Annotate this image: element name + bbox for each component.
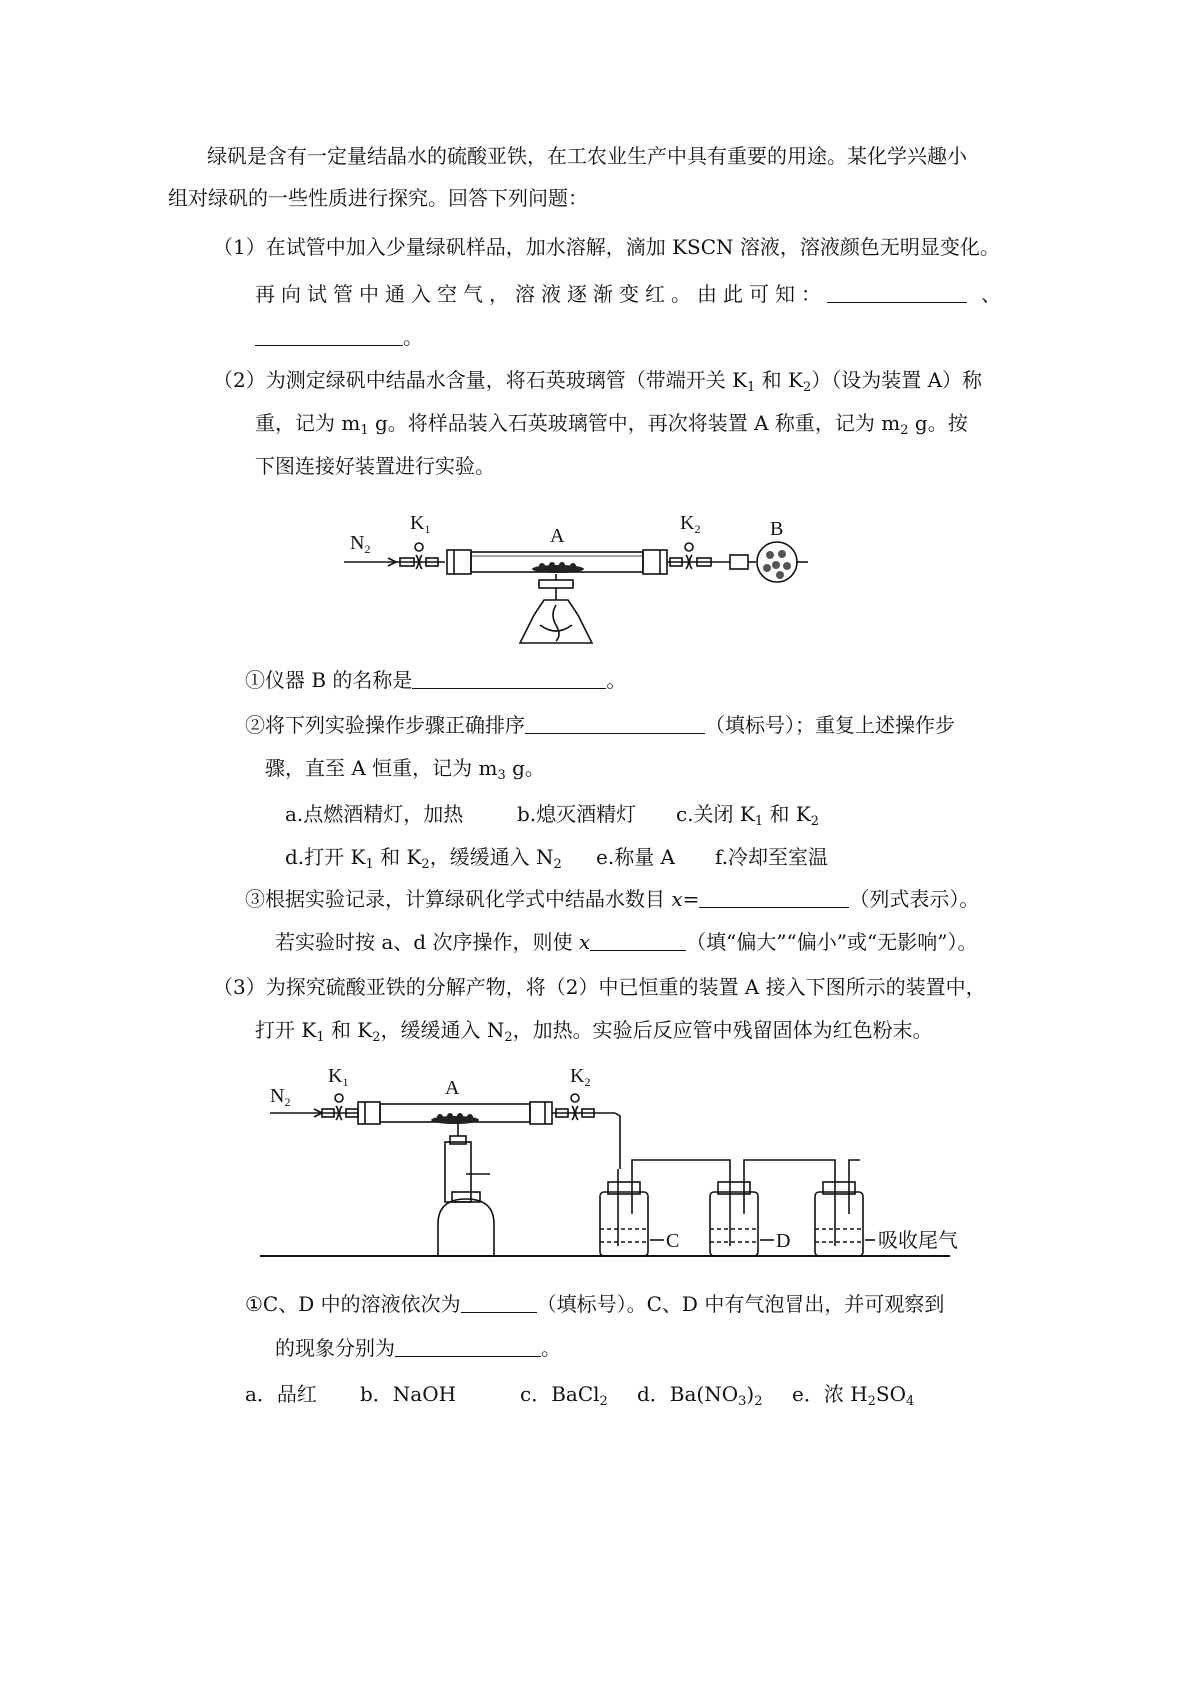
x-variable: x xyxy=(578,930,591,954)
option-d-c: ，缓缓通入 N xyxy=(429,845,554,869)
q3-line-1: （3）为探究硫酸亚铁的分解产物，将（2）中已恒重的装置 A 接入下图所示的装置中， xyxy=(213,975,986,999)
intro-line-1: 绿矾是含有一定量结晶水的硫酸亚铁，在工农业生产中具有重要的用途。某化学兴趣小 xyxy=(207,144,967,168)
q2-sub3-text-c: 若实验时按 a、d 次序操作，则使 xyxy=(275,930,579,954)
intro-line-2: 组对绿矾的一些性质进行探究。回答下列问题： xyxy=(168,186,588,210)
fig1-k1-label: $K_1$ xyxy=(410,512,431,536)
q3-sub1-text: ①C、D 中的溶液依次为 xyxy=(245,1292,461,1316)
q2-text-e: g。将样品装入石英玻璃管中，再次将装置 A 称重，记为 m xyxy=(368,411,901,435)
sub: 1 xyxy=(316,1030,325,1045)
option-c-a: c.关闭 K xyxy=(676,802,755,826)
q3-line-2 xyxy=(255,1016,933,1044)
q3-text-c: ，缓缓通入 N xyxy=(380,1018,505,1042)
q2-text-a: （2）为测定绿矾中结晶水含量，将石英玻璃管（带端开关 K xyxy=(213,368,748,392)
q2-option-b: b.熄灭酒精灯 xyxy=(517,802,637,826)
q1-text: 再向试管中通入空气，溶液逐渐变红。由此可知： xyxy=(255,282,827,306)
q1-end: 。 xyxy=(403,325,423,349)
q2-sub1-blank[interactable] xyxy=(412,668,606,689)
sub: 2 xyxy=(504,1030,513,1045)
q1-answer-blank-2[interactable] xyxy=(255,325,403,346)
sub: 2 xyxy=(900,423,909,438)
q2-sub3 xyxy=(245,885,979,913)
sub: 2 xyxy=(599,1394,608,1409)
q2-options-row-1 xyxy=(285,800,463,828)
fig2-k2-label: $K_2$ xyxy=(570,1065,591,1089)
q2-sub2-blank[interactable] xyxy=(525,713,705,734)
q3-option-c xyxy=(520,1380,608,1408)
sub: 1 xyxy=(365,857,374,872)
q2-text-c: ）（设为装置 A）称 xyxy=(811,368,983,392)
equals: = xyxy=(682,887,700,911)
q2-sub2-text-d: g。 xyxy=(505,756,545,780)
sub: 2 xyxy=(754,1394,763,1409)
q3-text-b: 和 K xyxy=(324,1018,373,1042)
apparatus-figure-1 xyxy=(330,505,830,655)
q2-line-3: 下图连接好装置进行实验。 xyxy=(255,454,495,478)
fig2-k1-label: $K_1$ xyxy=(328,1065,349,1089)
q2-sub1-end: 。 xyxy=(606,668,627,692)
q3-sub1-blank-1[interactable] xyxy=(461,1292,537,1313)
q2-sub3-text: ③根据实验记录，计算绿矾化学式中结晶水数目 xyxy=(245,887,672,911)
q2-sub2-line2 xyxy=(265,754,545,782)
option-e-text-b: SO xyxy=(875,1382,907,1406)
fig2-tail-label: 吸收尾气 xyxy=(878,1230,958,1252)
fig1-n2-label: $N_2$ xyxy=(350,532,371,556)
q2-sub1 xyxy=(245,666,626,694)
fig1-a-label: A xyxy=(550,525,565,547)
option-c-b: 和 K xyxy=(763,802,811,826)
q3-sub1 xyxy=(245,1290,944,1318)
q2-text-d: 重，记为 m xyxy=(255,411,361,435)
sub: 2 xyxy=(421,857,430,872)
sub: 3 xyxy=(497,768,506,783)
q2-text-f: g。按 xyxy=(908,411,968,435)
q3-option-d xyxy=(637,1380,763,1408)
q2-sub2-text-b: （填标号）；重复上述操作步 xyxy=(705,713,955,737)
q2-sub2-text-c: 骤，直至 A 恒重，记为 m xyxy=(265,756,498,780)
fig2-d-label: D xyxy=(776,1230,791,1252)
q2-sub2-text: ②将下列实验操作步骤正确排序 xyxy=(245,713,525,737)
sub: 1 xyxy=(754,814,764,829)
option-e-text: e．浓 H xyxy=(792,1382,868,1406)
sub: 2 xyxy=(372,1030,381,1045)
q2-line-1 xyxy=(213,366,982,394)
fig1-b-label: B xyxy=(770,518,784,540)
q2-sub2 xyxy=(245,711,955,739)
sub: 1 xyxy=(747,380,756,395)
q3-option-b: b．NaOH xyxy=(360,1382,457,1406)
q2-sub3-line2 xyxy=(275,928,977,956)
q2-option-f: f.冷却至室温 xyxy=(715,845,829,869)
q3-sub1-text-c: 的现象分别为 xyxy=(275,1336,395,1360)
q2-option-e: e.称量 A xyxy=(596,845,675,869)
sub: 3 xyxy=(738,1394,747,1409)
fig2-a-label: A xyxy=(445,1077,460,1099)
sub: 1 xyxy=(360,423,369,438)
q2-sub3-blank-2[interactable] xyxy=(590,930,686,951)
fig2-c-label: C xyxy=(666,1230,680,1252)
q3-sub1-text-b: （填标号）。C、D 中有气泡冒出，并可观察到 xyxy=(536,1292,945,1316)
sub: 2 xyxy=(802,380,812,395)
option-d-a: d.打开 K xyxy=(285,845,366,869)
q2-option-d xyxy=(285,843,562,871)
q1-line-1: （1）在试管中加入少量绿矾样品，加水溶解，滴加 KSCN 溶液，溶液颜色无明显变化。 xyxy=(213,235,1000,259)
option-a: a.点燃酒精灯，加热 xyxy=(285,802,464,826)
q1-answer-blank-1[interactable] xyxy=(827,282,967,303)
q3-text-d: ，加热。实验后反应管中残留固体为红色粉末。 xyxy=(512,1018,933,1042)
q3-text-a: 打开 K xyxy=(255,1018,317,1042)
sub: 4 xyxy=(906,1394,915,1409)
x-variable: x xyxy=(671,887,683,911)
q2-sub3-text-b: （列式表示）。 xyxy=(849,887,980,911)
fig2-n2-label: $N_2$ xyxy=(270,1085,291,1109)
q3-sub1-end: 。 xyxy=(541,1336,561,1360)
q2-sub1-text: ①仪器 B 的名称是 xyxy=(245,668,413,692)
sub: 2 xyxy=(867,1394,876,1409)
fig1-k2-label: $K_2$ xyxy=(680,512,701,536)
q3-option-a: a．品红 xyxy=(245,1382,317,1406)
sub: 2 xyxy=(553,857,562,872)
q1-line-2 xyxy=(255,280,1001,308)
option-d-text: d．Ba(NO xyxy=(637,1382,739,1406)
q1-sep: 、 xyxy=(981,282,1001,306)
q2-option-c xyxy=(676,800,819,828)
q2-line-2 xyxy=(255,409,968,437)
q1-line-3 xyxy=(255,323,423,351)
apparatus-figure-2 xyxy=(260,1064,960,1264)
q3-sub1-line2 xyxy=(275,1334,561,1362)
q2-text-b: 和 K xyxy=(755,368,803,392)
q3-sub1-blank-2[interactable] xyxy=(395,1336,541,1357)
sub: 2 xyxy=(810,814,820,829)
q3-option-e xyxy=(792,1380,914,1408)
option-c-text: c．BaCl xyxy=(520,1382,600,1406)
option-d-b: 和 K xyxy=(373,845,422,869)
q2-sub3-text-d: （填“偏大”“偏小”或“无影响”）。 xyxy=(686,930,978,954)
option-d-paren: ) xyxy=(746,1382,755,1406)
q2-sub3-blank-1[interactable] xyxy=(699,887,849,908)
